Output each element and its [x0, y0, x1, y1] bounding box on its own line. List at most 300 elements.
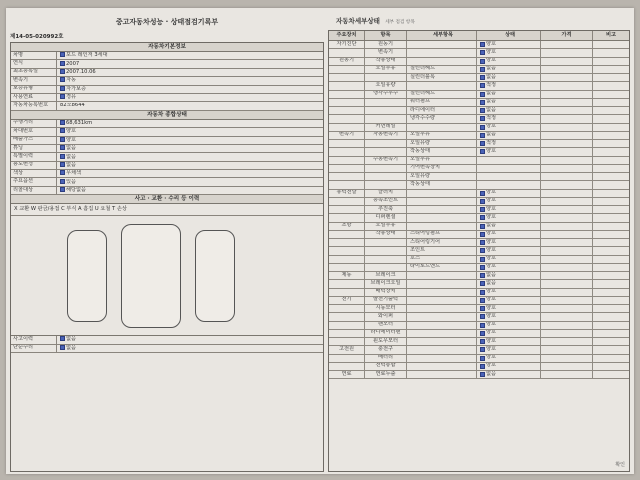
detail-table-header	[329, 31, 629, 41]
table-cell-c6	[593, 115, 629, 122]
table-cell-c2	[365, 148, 407, 155]
table-cell-c2: 충전구	[365, 346, 407, 353]
table-cell-c5	[541, 322, 593, 329]
table-cell-c6	[593, 173, 629, 180]
table-cell-c6	[593, 272, 629, 279]
table-cell-c6	[593, 181, 629, 188]
table-cell-c2	[365, 239, 407, 246]
table-cell-c4	[477, 157, 541, 164]
form-row	[11, 336, 323, 344]
table-cell-c5	[541, 239, 593, 246]
row-value-text: 무채색	[66, 170, 82, 177]
row-value	[57, 128, 323, 135]
table-cell-c6	[593, 239, 629, 246]
checkbox[interactable]	[480, 199, 485, 204]
table-cell-c4	[477, 173, 541, 180]
state-text: 양호	[486, 346, 497, 352]
table-cell-c3	[407, 223, 477, 230]
table-cell-c1: 고전원	[329, 346, 365, 353]
row-key: 차대번호	[11, 128, 57, 135]
form-row	[11, 120, 323, 128]
checkbox[interactable]	[480, 347, 485, 352]
checkbox[interactable]	[480, 215, 485, 220]
detail-rows	[329, 41, 629, 379]
checkbox[interactable]	[480, 290, 485, 295]
table-cell-c6	[593, 198, 629, 205]
plate-value: 82모8644	[60, 103, 85, 109]
table-cell-c4	[477, 272, 541, 279]
state-text: 양호	[486, 329, 497, 336]
checkbox[interactable]	[480, 240, 485, 245]
checkbox[interactable]	[60, 77, 65, 82]
table-cell-c2	[365, 99, 407, 106]
checkbox[interactable]	[480, 257, 485, 262]
state-text: 양호	[486, 305, 497, 311]
table-cell-c3	[407, 206, 477, 213]
table-row	[329, 322, 629, 330]
table-cell-c1	[329, 231, 365, 238]
row-value	[57, 154, 323, 161]
table-cell-c1	[329, 313, 365, 320]
table-cell-c3	[407, 190, 477, 197]
checkbox[interactable]	[480, 273, 485, 278]
table-cell-c6	[593, 355, 629, 362]
table-cell-c6	[593, 206, 629, 213]
table-cell-c4	[477, 49, 541, 56]
table-cell-c1	[329, 280, 365, 287]
table-cell-c1: 연료	[329, 371, 365, 378]
table-row	[329, 181, 629, 189]
table-cell-c5	[541, 338, 593, 345]
table-cell-c5	[541, 99, 593, 106]
table-cell-c3	[407, 124, 477, 131]
checkbox[interactable]	[60, 94, 65, 99]
checkbox[interactable]	[480, 116, 485, 121]
table-cell-c5	[541, 346, 593, 353]
table-cell-c2: 전력통합	[365, 363, 407, 370]
checkbox[interactable]	[60, 128, 65, 133]
table-cell-c4	[477, 148, 541, 155]
checkbox[interactable]	[480, 306, 485, 311]
table-cell-c2	[365, 256, 407, 263]
plate-label: 자동차등록번호	[11, 102, 57, 109]
table-cell-c6	[593, 214, 629, 221]
table-cell-c6	[593, 124, 629, 131]
table-cell-c3	[407, 363, 477, 370]
checkbox[interactable]	[480, 75, 485, 80]
checkbox[interactable]	[480, 207, 485, 212]
table-cell-c1: 전기	[329, 297, 365, 304]
table-cell-c1: 원동기	[329, 58, 365, 65]
table-cell-c1	[329, 256, 365, 263]
table-cell-c6	[593, 82, 629, 89]
table-cell-c3: 실린더헤드	[407, 91, 477, 98]
state-text: 양호	[486, 148, 497, 154]
table-cell-c5	[541, 305, 593, 312]
table-row	[329, 107, 629, 115]
table-cell-c4	[477, 338, 541, 345]
state-text: 양호	[486, 57, 497, 64]
checkbox[interactable]	[480, 141, 485, 146]
table-cell-c5	[541, 140, 593, 147]
table-cell-c5	[541, 124, 593, 131]
form-row	[11, 69, 323, 77]
state-text: 양호	[486, 189, 497, 196]
row-value	[57, 336, 323, 343]
checkbox[interactable]	[60, 86, 65, 91]
table-cell-c6	[593, 231, 629, 238]
row-key: 주요옵션	[11, 178, 57, 185]
row-value	[57, 145, 323, 152]
table-cell-c4	[477, 371, 541, 378]
table-row	[329, 58, 629, 66]
table-cell-c3	[407, 82, 477, 89]
table-row	[329, 305, 629, 313]
document-number: 제14-05-020992호	[10, 34, 64, 40]
form-row	[11, 77, 323, 85]
checkbox[interactable]	[480, 42, 485, 47]
table-cell-c1	[329, 305, 365, 312]
checkbox[interactable]	[60, 162, 65, 167]
col-state: 상태	[477, 31, 541, 40]
table-cell-c1	[329, 140, 365, 147]
checkbox[interactable]	[60, 145, 65, 150]
table-cell-c4	[477, 74, 541, 81]
row-value	[57, 120, 323, 127]
checkbox[interactable]	[480, 331, 485, 336]
checkbox[interactable]	[480, 50, 485, 55]
checkbox[interactable]	[60, 69, 65, 74]
checkbox[interactable]	[60, 137, 65, 142]
checkbox[interactable]	[480, 356, 485, 361]
checkbox[interactable]	[480, 191, 485, 196]
table-cell-c4	[477, 198, 541, 205]
table-cell-c4	[477, 214, 541, 221]
table-cell-c5	[541, 91, 593, 98]
table-cell-c6	[593, 58, 629, 65]
table-row	[329, 371, 629, 379]
table-cell-c3: 작동상태	[407, 181, 477, 188]
table-cell-c6	[593, 305, 629, 312]
table-cell-c4	[477, 256, 541, 263]
state-text: 없음	[486, 280, 497, 286]
table-cell-c1	[329, 264, 365, 271]
table-cell-c3: 오일누유	[407, 132, 477, 139]
left-column	[10, 42, 324, 472]
table-cell-c1	[329, 338, 365, 345]
state-text: 양호	[486, 313, 497, 319]
state-text: 양호	[486, 288, 497, 295]
row-key: 튜닝	[11, 145, 57, 152]
checkbox[interactable]	[480, 224, 485, 229]
state-text: 양호	[486, 354, 497, 361]
table-cell-c1	[329, 198, 365, 205]
table-row	[329, 132, 629, 140]
form-row	[11, 86, 323, 94]
table-cell-c4	[477, 363, 541, 370]
table-row	[329, 99, 629, 107]
table-cell-c5	[541, 264, 593, 271]
table-cell-c5	[541, 66, 593, 73]
row-value-text: 경유	[66, 94, 77, 101]
table-cell-c2: 브레이크오일	[365, 280, 407, 287]
table-cell-c5	[541, 132, 593, 139]
table-row	[329, 206, 629, 214]
checkbox[interactable]	[60, 179, 65, 184]
detail-subtitle: 세부 점검 항목	[385, 20, 415, 25]
checkbox[interactable]	[480, 364, 485, 369]
state-text: 양호	[486, 338, 497, 344]
checkbox[interactable]	[60, 120, 65, 125]
table-cell-c2: 오일유량	[365, 82, 407, 89]
table-cell-c2: 자동변속기	[365, 132, 407, 139]
checkbox[interactable]	[480, 133, 485, 138]
table-cell-c2: 발전기출력	[365, 297, 407, 304]
table-cell-c3	[407, 41, 477, 48]
state-text: 적정	[486, 140, 497, 146]
table-cell-c3	[407, 346, 477, 353]
checkbox[interactable]	[480, 149, 485, 154]
table-cell-c3	[407, 58, 477, 65]
car-outline-top	[121, 224, 181, 328]
table-cell-c1	[329, 148, 365, 155]
table-cell-c5	[541, 41, 593, 48]
table-cell-c3: 호스	[407, 256, 477, 263]
table-cell-c1	[329, 49, 365, 56]
table-cell-c2	[365, 247, 407, 254]
table-cell-c3: 라디에이터	[407, 107, 477, 114]
table-row	[329, 313, 629, 321]
table-cell-c6	[593, 280, 629, 287]
table-cell-c6	[593, 190, 629, 197]
table-cell-c4	[477, 330, 541, 337]
form-row	[11, 94, 323, 102]
table-cell-c2: 클러치	[365, 190, 407, 197]
table-cell-c5	[541, 165, 593, 172]
checkbox[interactable]	[60, 52, 65, 57]
checkbox[interactable]	[480, 323, 485, 328]
inspection-form	[6, 8, 634, 474]
table-row	[329, 330, 629, 338]
table-cell-c5	[541, 107, 593, 114]
checkbox[interactable]	[480, 248, 485, 253]
table-cell-c2: 수동변속기	[365, 157, 407, 164]
table-cell-c3: 오일유량	[407, 140, 477, 147]
checkbox[interactable]	[60, 345, 65, 350]
table-cell-c3	[407, 322, 477, 329]
col-item: 항목	[365, 31, 407, 40]
form-row	[11, 60, 323, 68]
table-cell-c6	[593, 313, 629, 320]
table-cell-c5	[541, 289, 593, 296]
table-row	[329, 346, 629, 354]
row-value-text: 없음	[66, 145, 77, 152]
table-cell-c1: 자기진단	[329, 41, 365, 48]
checkbox[interactable]	[480, 339, 485, 344]
table-row	[329, 115, 629, 123]
state-text: 양호	[486, 41, 497, 47]
table-cell-c4	[477, 58, 541, 65]
table-cell-c1	[329, 322, 365, 329]
table-cell-c2: 작동상태	[365, 58, 407, 65]
table-cell-c5	[541, 49, 593, 56]
table-cell-c3	[407, 313, 477, 320]
table-cell-c3	[407, 371, 477, 378]
row-value-text: 없음	[66, 336, 77, 343]
table-row	[329, 297, 629, 305]
table-cell-c3: 스티어링기어	[407, 239, 477, 246]
table-row	[329, 190, 629, 198]
table-row	[329, 165, 629, 173]
table-cell-c6	[593, 338, 629, 345]
table-cell-c6	[593, 49, 629, 56]
row-key: 연식	[11, 60, 57, 67]
table-cell-c5	[541, 115, 593, 122]
row-value-text: 자동	[66, 77, 77, 84]
table-cell-c1	[329, 157, 365, 164]
table-cell-c6	[593, 289, 629, 296]
row-value-text: 양호	[66, 136, 77, 143]
table-cell-c3: 냉각수수량	[407, 115, 477, 122]
table-cell-c6	[593, 107, 629, 114]
state-text: 양호	[486, 239, 497, 245]
row-value	[57, 137, 323, 144]
table-cell-c1	[329, 214, 365, 221]
table-cell-c3: 실린더블록	[407, 74, 477, 81]
table-cell-c2: 연료누출	[365, 371, 407, 378]
table-cell-c4	[477, 165, 541, 172]
table-row	[329, 289, 629, 297]
table-row	[329, 91, 629, 99]
state-text: 양호	[486, 49, 497, 55]
table-cell-c1	[329, 181, 365, 188]
basic-info-title: 자동차기본정보	[11, 43, 323, 52]
table-cell-c4	[477, 124, 541, 131]
table-cell-c2: 냉각수누수	[365, 91, 407, 98]
table-cell-c4	[477, 82, 541, 89]
table-cell-c2: 배터리	[365, 355, 407, 362]
table-cell-c2: 디퍼렌셜	[365, 214, 407, 221]
checkbox[interactable]	[480, 92, 485, 97]
table-cell-c5	[541, 190, 593, 197]
checkbox[interactable]	[480, 265, 485, 270]
row-value	[57, 162, 323, 169]
state-text: 양호	[486, 206, 497, 212]
table-row	[329, 157, 629, 165]
table-cell-c3: 조인트	[407, 247, 477, 254]
table-cell-c4	[477, 313, 541, 320]
table-cell-c2: 시동모터	[365, 305, 407, 312]
checkbox[interactable]	[60, 170, 65, 175]
checkbox[interactable]	[60, 336, 65, 341]
table-cell-c2: 와이퍼	[365, 313, 407, 320]
table-cell-c5	[541, 272, 593, 279]
table-cell-c3	[407, 297, 477, 304]
table-row	[329, 214, 629, 222]
table-cell-c4	[477, 322, 541, 329]
state-text: 없음	[486, 90, 497, 97]
checkbox[interactable]	[480, 83, 485, 88]
col-major: 주요장치	[329, 31, 365, 40]
checkbox[interactable]	[480, 108, 485, 113]
row-key: 최초등록일	[11, 69, 57, 76]
table-cell-c6	[593, 256, 629, 263]
table-cell-c1	[329, 74, 365, 81]
status-rows	[11, 120, 323, 196]
form-title: 중고자동차성능 · 상태점검기록부	[115, 18, 219, 26]
damage-legend: X 교환 W 판금/용접 C 부식 A 흠집 U 요철 T 손상	[11, 204, 323, 216]
row-key: 배출가스	[11, 137, 57, 144]
table-row	[329, 49, 629, 57]
row-value	[57, 179, 323, 186]
form-row	[11, 145, 323, 153]
checkbox[interactable]	[480, 372, 485, 377]
row-value	[57, 61, 323, 68]
row-key: 색상	[11, 170, 57, 177]
checkbox[interactable]	[480, 100, 485, 105]
row-value-text: 있음	[66, 178, 77, 185]
row-value-text: 2007.10.06	[66, 68, 96, 75]
state-text: 양호	[486, 255, 497, 262]
table-cell-c4	[477, 140, 541, 147]
table-cell-c3: 기어변속장치	[407, 165, 477, 172]
table-cell-c1	[329, 107, 365, 114]
table-cell-c4	[477, 115, 541, 122]
table-row	[329, 148, 629, 156]
checkbox[interactable]	[480, 59, 485, 64]
checkbox[interactable]	[480, 281, 485, 286]
table-cell-c4	[477, 223, 541, 230]
row-value	[57, 94, 323, 101]
checkbox[interactable]	[480, 125, 485, 130]
row-value	[57, 77, 323, 84]
table-row	[329, 247, 629, 255]
checkbox[interactable]	[480, 232, 485, 237]
state-text: 양호	[486, 321, 497, 328]
row-key: 변속기	[11, 77, 57, 84]
table-cell-c1	[329, 115, 365, 122]
table-cell-c2: 배력장치	[365, 289, 407, 296]
form-row	[11, 345, 323, 353]
basic-info-rows	[11, 52, 323, 102]
checkbox[interactable]	[480, 314, 485, 319]
table-cell-c2: 팬모터	[365, 322, 407, 329]
table-cell-c3	[407, 330, 477, 337]
table-cell-c6	[593, 66, 629, 73]
table-cell-c4	[477, 91, 541, 98]
table-cell-c5	[541, 297, 593, 304]
table-cell-c5	[541, 223, 593, 230]
table-cell-c4	[477, 107, 541, 114]
table-cell-c5	[541, 371, 593, 378]
checkbox[interactable]	[480, 298, 485, 303]
accident-title: 사고 · 교환 · 수리 등 이력	[11, 195, 323, 204]
checkbox[interactable]	[60, 154, 65, 159]
table-cell-c1: 조향	[329, 223, 365, 230]
form-row	[11, 52, 323, 60]
table-cell-c6	[593, 41, 629, 48]
table-row	[329, 223, 629, 231]
table-cell-c1	[329, 363, 365, 370]
row-value	[57, 187, 323, 194]
checkbox[interactable]	[60, 61, 65, 66]
state-text: 양호	[486, 296, 497, 303]
table-cell-c2	[365, 264, 407, 271]
table-cell-c1	[329, 165, 365, 172]
checkbox[interactable]	[480, 67, 485, 72]
table-row	[329, 124, 629, 132]
checkbox[interactable]	[60, 187, 65, 192]
